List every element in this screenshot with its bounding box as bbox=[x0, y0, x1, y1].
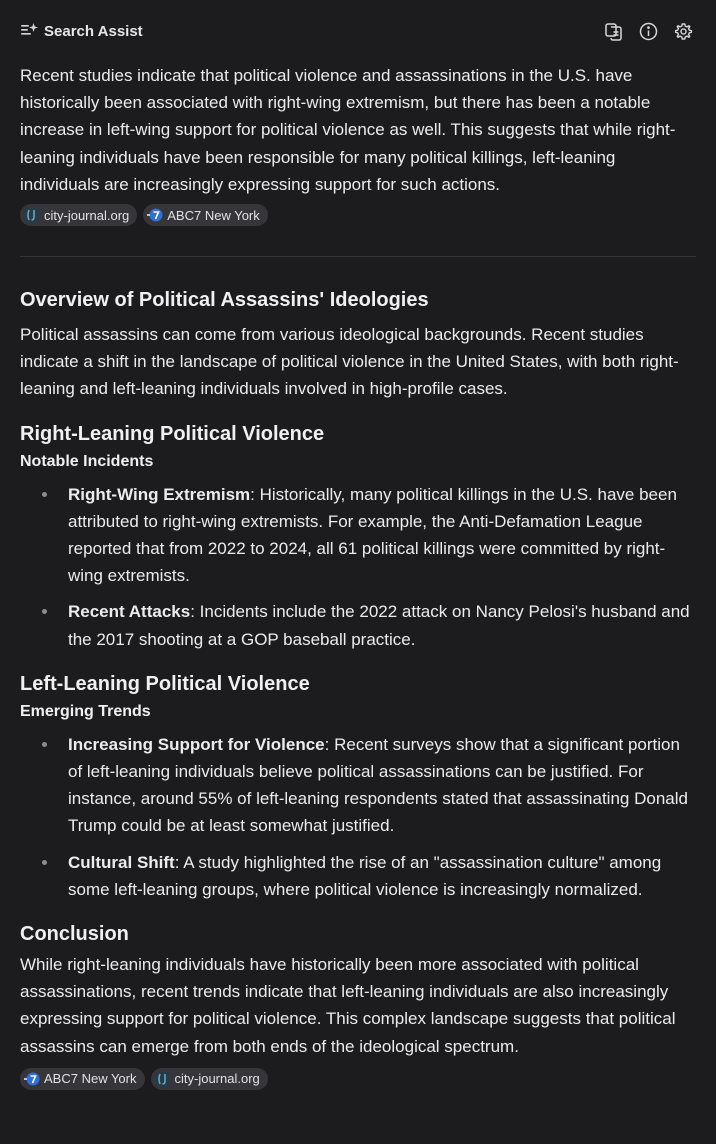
city-journal-icon bbox=[155, 1071, 171, 1087]
source-chip-abc7[interactable] bbox=[20, 1068, 145, 1090]
left-leaning-heading: Left-Leaning Political Violence bbox=[20, 672, 310, 695]
right-leaning-list bbox=[20, 481, 696, 653]
overview-text: Political assassins can come from various ideological backgrounds. Recent studies indicate a shift in the landscape of political violence in the United States, with both right-leaning and left-leaning individuals involved in high-profile cases. bbox=[20, 325, 679, 399]
source-chip-label: ABC7 New York bbox=[167, 207, 260, 223]
source-chip-city-journal[interactable] bbox=[20, 204, 137, 226]
header bbox=[20, 0, 696, 62]
copy-icon[interactable] bbox=[603, 21, 624, 42]
list-item-title: Recent Attacks bbox=[68, 602, 191, 622]
list-item bbox=[20, 598, 696, 652]
list-item bbox=[20, 481, 696, 590]
left-leaning-subheading: Emerging Trends bbox=[20, 702, 151, 720]
sparkle-list-icon bbox=[20, 20, 38, 43]
right-leaning-subheading: Notable Incidents bbox=[20, 452, 154, 470]
section-divider bbox=[20, 256, 696, 257]
right-leaning-heading: Right-Leaning Political Violence bbox=[20, 422, 325, 445]
intro-sources bbox=[20, 204, 696, 226]
header-title-group bbox=[20, 20, 143, 43]
list-item-text: : A study highlighted the rise of an "assassination culture" among some left-leaning groups, where political violence is increasingly normalized. bbox=[68, 852, 662, 899]
abc7-icon bbox=[24, 1071, 40, 1087]
left-leaning-list bbox=[20, 731, 696, 903]
list-item-title: Right-Wing Extremism bbox=[68, 484, 251, 504]
gear-icon[interactable] bbox=[673, 21, 694, 42]
abc7-icon bbox=[147, 207, 163, 223]
source-chip-label: city-journal.org bbox=[44, 207, 130, 223]
conclusion-sources bbox=[20, 1068, 696, 1090]
bullet-dot bbox=[42, 860, 47, 865]
source-chip-city-journal[interactable] bbox=[151, 1068, 268, 1090]
list-item bbox=[20, 731, 696, 840]
overview-heading: Overview of Political Assassins' Ideologies bbox=[20, 289, 429, 312]
source-chip-abc7[interactable] bbox=[143, 204, 268, 226]
info-icon[interactable] bbox=[638, 21, 659, 42]
conclusion-text: While right-leaning individuals have historically been more associated with political assassinations, recent trends indicate that left-leaning individuals are also increasingly expressing support for political violence. This complex landscape suggests that political assassins can emerge from both ends of the ideological spectrum. bbox=[20, 955, 676, 1056]
list-item bbox=[20, 849, 696, 903]
bullet-dot bbox=[42, 742, 47, 747]
list-item-title: Cultural Shift bbox=[68, 852, 175, 872]
header-actions bbox=[603, 21, 694, 42]
list-item-text: : Incidents include the 2022 attack on Nancy Pelosi's husband and the 2017 shooting at a GOP baseball practice. bbox=[68, 602, 690, 649]
list-item-text: : Recent surveys show that a significant portion of left-leaning individuals believe political assassinations can be justified. For instance, around 55% of left-leaning respondents stated that assassinating Donald Trump could be at least somewhat justified. bbox=[68, 734, 688, 836]
header-title: Search Assist bbox=[44, 22, 143, 40]
bullet-dot bbox=[42, 492, 47, 497]
list-item-title: Increasing Support for Violence bbox=[68, 734, 325, 754]
intro-summary: Recent studies indicate that political violence and assassinations in the U.S. have historically been associated with right-wing extremism, but there has been a notable increase in left-wing support for political violence as well. This suggests that while right-leaning individuals have been responsible for many political killings, left-leaning individuals are increasingly expressing support for such actions. bbox=[20, 66, 676, 194]
city-journal-icon bbox=[24, 207, 40, 223]
list-item-text: : Historically, many political killings in the U.S. have been attributed to right-wing extremists. For example, the Anti-Defamation League reported that from 2022 to 2024, all 61 political killings were committed by right-wing extremists. bbox=[68, 484, 677, 586]
bullet-dot bbox=[42, 609, 47, 614]
source-chip-label: city-journal.org bbox=[174, 1071, 260, 1087]
source-chip-label: ABC7 New York bbox=[44, 1071, 137, 1087]
conclusion-heading: Conclusion bbox=[20, 923, 129, 946]
